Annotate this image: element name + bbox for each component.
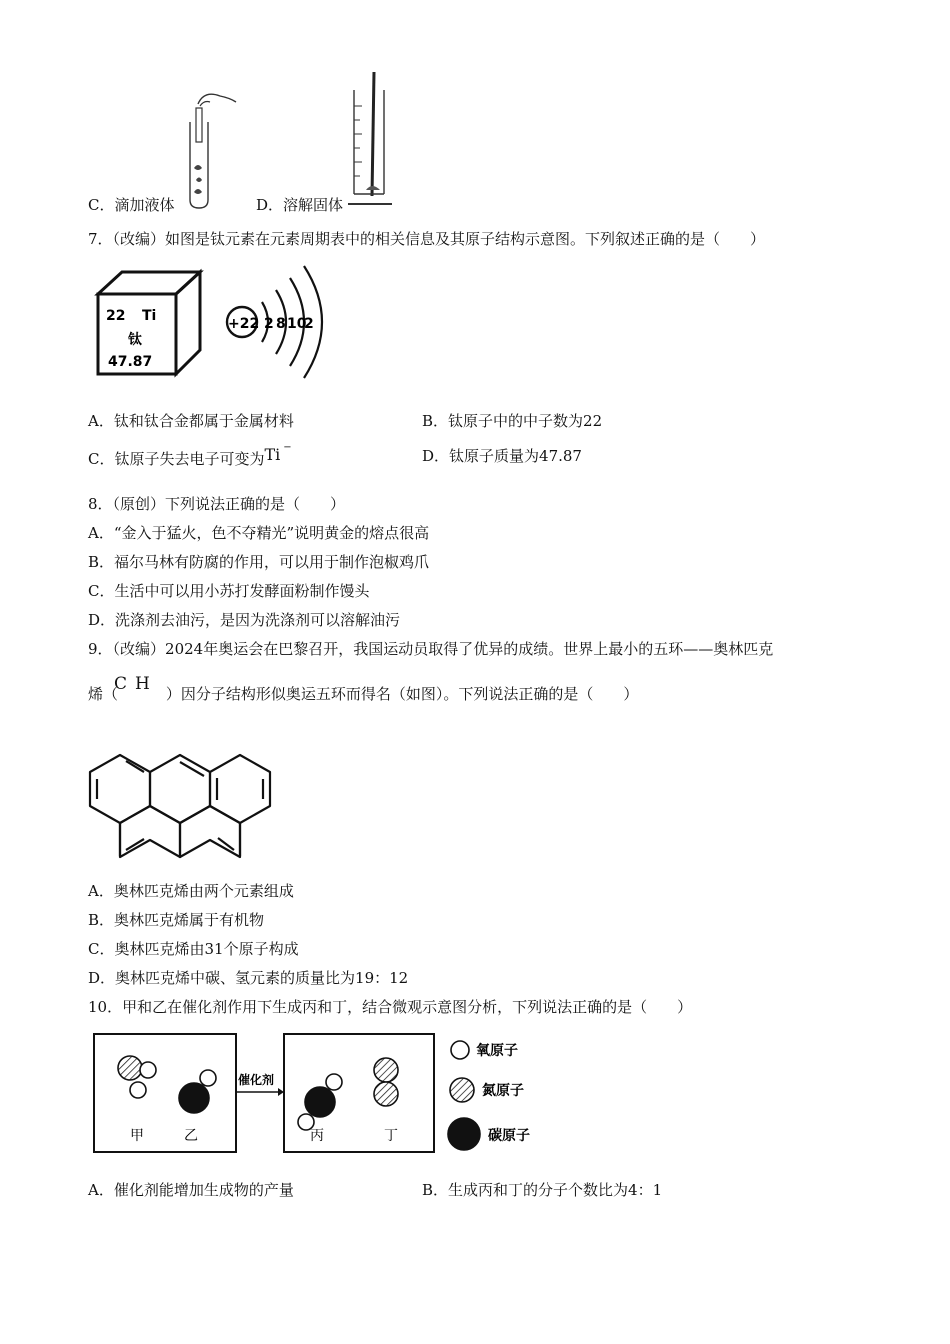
graduated-cylinder-figure [348,72,396,212]
legend-carbon: 碳原子 [488,1128,530,1144]
olympicene-structure-figure [88,728,272,858]
titanium-atom-structure-figure [224,262,334,386]
q8-option-b: B．福尔马林有防腐的作用，可以用于制作泡椒鸡爪 [88,553,430,571]
q8-option-d: D．洗涤剂去油污，是因为洗涤剂可以溶解油污 [88,611,401,629]
q8-option-a: A．“金入于猛火，色不夺精光”说明黄金的熔点很高 [88,524,430,542]
label-ding: 丁 [384,1128,398,1144]
q9-option-c: C．奥林匹克烯由31个原子构成 [88,940,299,958]
q9-stem-line2: 烯（C H ）因分子结构形似奥运五环而得名（如图）。下列说法正确的是（ ） [88,674,639,703]
q10-option-a: A．催化剂能增加生成物的产量 [88,1181,294,1199]
q9-option-d: D．奥林匹克烯中碳、氢元素的质量比为19：12 [88,969,409,987]
legend-nitrogen: 氮原子 [482,1083,524,1099]
q8-option-c: C．生活中可以用小苏打发酵面粉制作馒头 [88,582,370,600]
element-mass: 47.87 [108,354,153,370]
shell-3-electrons: 10 [287,316,307,332]
legend-oxygen: 氧原子 [476,1043,518,1059]
shell-4-electrons: 2 [304,316,314,332]
nucleus-charge: +22 [228,316,260,332]
element-symbol: Ti [142,308,157,324]
q7-stem: 7．（改编）如图是钛元素在元素周期表中的相关信息及其原子结构示意图。下列叙述正确的是（ ） [88,230,766,248]
q6-option-d: D．溶解固体 [256,196,344,214]
shell-1-electrons: 2 [264,316,274,332]
dropper-test-tube-figure [180,82,240,210]
q9-option-a: A．奥林匹克烯由两个元素组成 [88,882,294,900]
q8-stem: 8．（原创）下列说法正确的是（ ） [88,495,346,513]
label-jia: 甲 [130,1128,144,1144]
q6-option-c: C．滴加液体 [88,196,175,214]
q7-option-d: D．钛原子质量为47.87 [422,447,582,465]
element-number: 22 [106,308,126,324]
q7-option-c-text: C．钛原子失去电子可变为 [88,450,265,468]
formula-h: H [135,674,150,694]
titanium-element-card-figure [94,270,204,378]
q10-option-b: B．生成丙和丁的分子个数比为4：1 [422,1181,663,1199]
catalyst-label: 催化剂 [238,1073,275,1087]
q7-option-b: B．钛原子中的中子数为22 [422,412,603,430]
label-yi: 乙 [184,1128,198,1144]
label-bing: 丙 [310,1128,324,1144]
reaction-micro-diagram [92,1032,542,1156]
ion-symbol: Ti [264,445,281,464]
q9-option-b: B．奥林匹克烯属于有机物 [88,911,265,929]
q7-option-a: A．钛和钛合金都属于金属材料 [88,412,294,430]
shell-2-electrons: 8 [276,316,286,332]
q9-stem-line1: 9．（改编）2024年奥运会在巴黎召开，我国运动员取得了优异的成绩。世界上最小的五环——奥林匹克 [88,640,774,658]
ion-charge: − [283,442,292,453]
q7-option-c [88,442,292,469]
element-name: 钛 [128,332,142,348]
formula-c: C [114,674,128,694]
q10-stem: 10．甲和乙在催化剂作用下生成丙和丁，结合微观示意图分析，下列说法正确的是（ ） [88,998,693,1016]
